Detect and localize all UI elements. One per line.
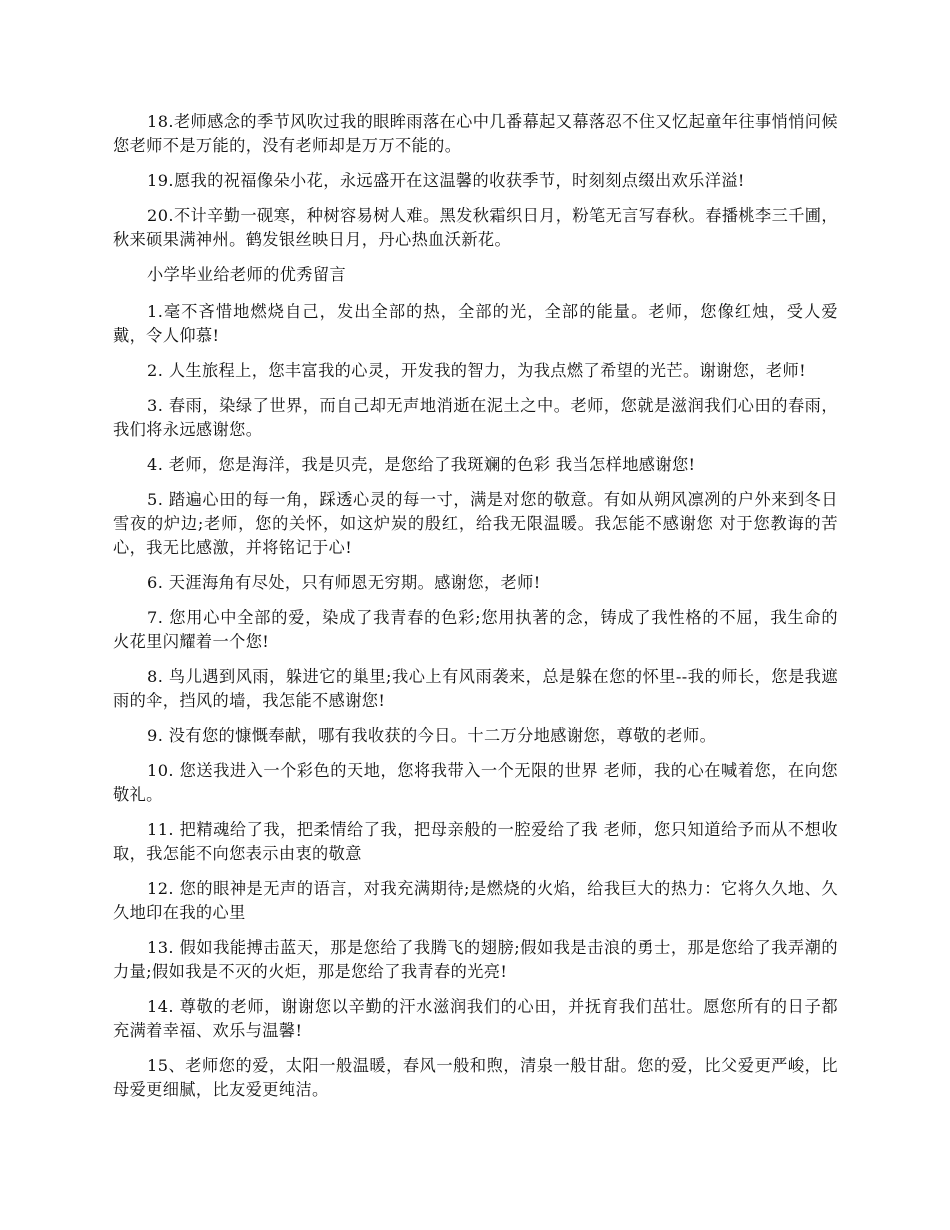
- section-heading: 小学毕业给老师的优秀留言: [147, 265, 347, 284]
- paragraph-7: 7. 您用心中全部的爱，染成了我青春的色彩;您用执著的念，铸成了我性格的不屈，我生命的火花里闪耀着一个您!: [113, 608, 838, 651]
- paragraph-6: 6. 天涯海角有尽处，只有师恩无穷期。感谢您，老师!: [147, 573, 541, 592]
- document-body: [113, 110, 838, 1113]
- paragraph-18: 18.老师感念的季节风吹过我的眼眸雨落在心中几番幕起又幕落忍不住又忆起童年往事悄悄问候您老师不是万能的，没有老师却是万万不能的。: [113, 112, 838, 155]
- paragraph-10: 10. 您送我进入一个彩色的天地，您将我带入一个无限的世界 老师，我的心在喊着您，在向您敬礼。: [113, 761, 838, 804]
- paragraph-12: 12. 您的眼神是无声的语言，对我充满期待;是燃烧的火焰，给我巨大的热力：它将久久地、久久地印在我的心里: [113, 879, 838, 922]
- paragraph-13: 13. 假如我能搏击蓝天，那是您给了我腾飞的翅膀;假如我是击浪的勇士，那是您给了我弄潮的力量;假如我是不灭的火炬，那是您给了我青春的光亮!: [113, 938, 838, 981]
- paragraph-8: 8. 鸟儿遇到风雨，躲进它的巢里;我心上有风雨袭来，总是躲在您的怀里--我的师长，您是我遮雨的伞，挡风的墙，我怎能不感谢您!: [113, 667, 838, 710]
- paragraph-9: 9. 没有您的慷慨奉献，哪有我收获的今日。十二万分地感谢您，尊敬的老师。: [147, 726, 717, 745]
- paragraph-4: 4. 老师，您是海洋，我是贝壳，是您给了我斑斓的色彩 我当怎样地感谢您!: [147, 455, 696, 474]
- paragraph-15: 15、老师您的爱，太阳一般温暖，春风一般和煦，清泉一般甘甜。您的爱，比父爱更严峻，比母爱更细腻，比友爱更纯洁。: [113, 1056, 838, 1099]
- paragraph-11: 11. 把精魂给了我，把柔情给了我，把母亲般的一腔爱给了我 老师，您只知道给予而从不想收取，我怎能不向您表示由衷的敬意: [113, 820, 838, 863]
- paragraph-3: 3. 春雨，染绿了世界，而自己却无声地消逝在泥土之中。老师，您就是滋润我们心田的春雨，我们将永远感谢您。: [113, 396, 838, 439]
- paragraph-19: 19.愿我的祝福像朵小花，永远盛开在这温馨的收获季节，时刻刻点缀出欢乐洋溢!: [147, 171, 745, 190]
- paragraph-14: 14. 尊敬的老师，谢谢您以辛勤的汗水滋润我们的心田，并抚育我们茁壮。愿您所有的日子都充满着幸福、欢乐与温馨!: [113, 997, 838, 1040]
- paragraph-20: 20.不计辛勤一砚寒，种树容易树人难。黑发秋霜织日月，粉笔无言写春秋。春播桃李三千圃，秋来硕果满神州。鹤发银丝映日月，丹心热血沃新花。: [113, 206, 838, 249]
- paragraph-1: 1.毫不吝惜地燃烧自己，发出全部的热，全部的光，全部的能量。老师，您像红烛，受人爱戴，令人仰慕!: [113, 302, 838, 345]
- paragraph-2: 2. 人生旅程上，您丰富我的心灵，开发我的智力，为我点燃了希望的光芒。谢谢您，老师!: [147, 361, 807, 380]
- paragraph-5: 5. 踏遍心田的每一角，踩透心灵的每一寸，满是对您的敬意。有如从朔风凛冽的户外来到冬日雪夜的炉边;老师，您的关怀，如这炉炭的殷红，给我无限温暖。我怎能不感谢您 对于您教诲的苦心，我无比感激，并将铭记于心!: [113, 490, 838, 557]
